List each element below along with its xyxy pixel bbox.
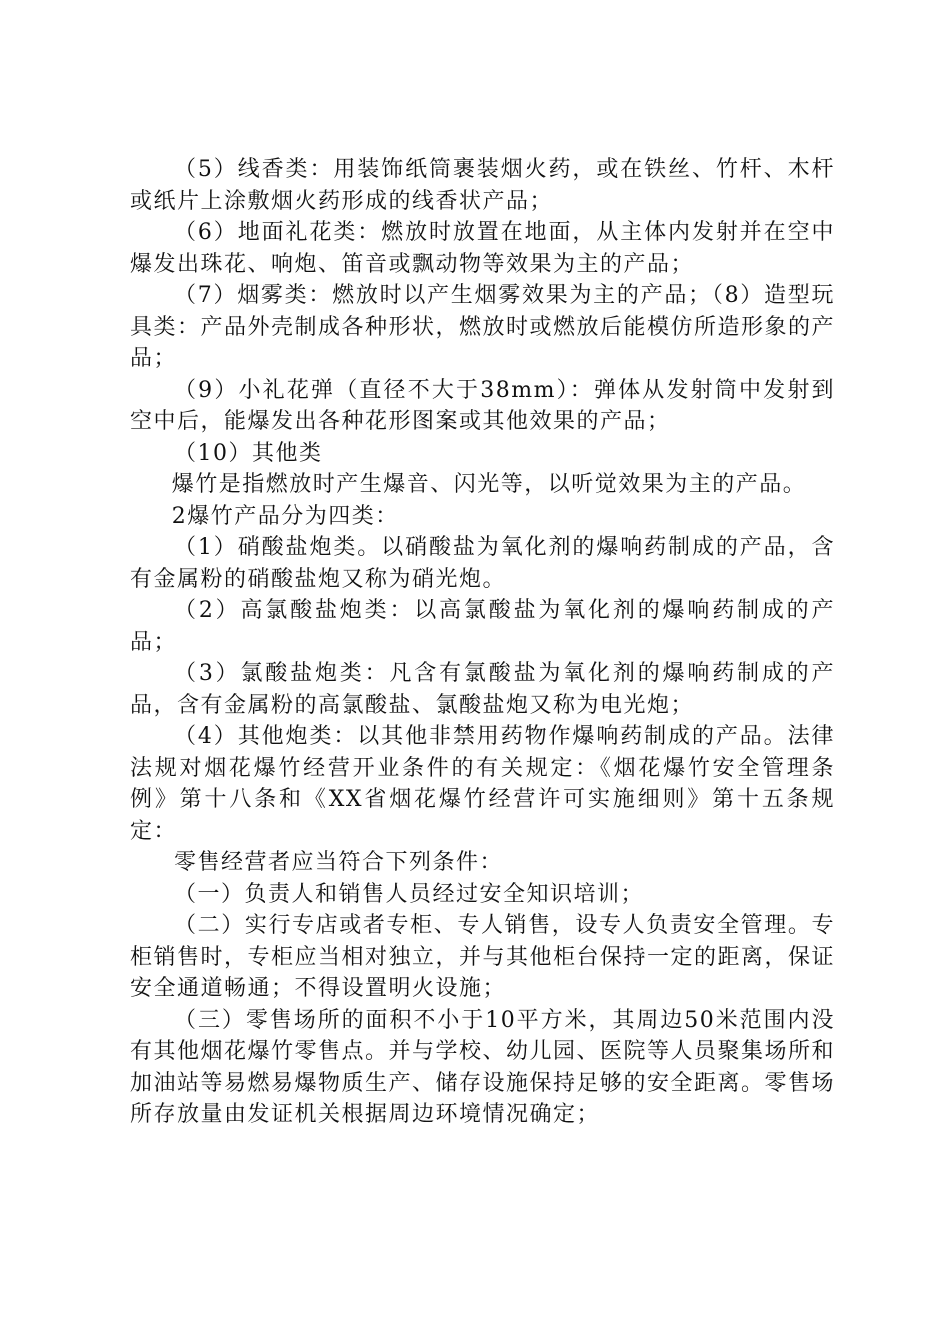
paragraph-perchlorate-firecracker: （2）高氯酸盐炮类：以高氯酸盐为氧化剂的爆响药制成的产品； [130,598,835,655]
paragraph-other-category: （10）其他类 [174,440,323,466]
paragraph-nitrate-firecracker: （1）硝酸盐炮类。以硝酸盐为氧化剂的爆响药制成的产品，含有金属粉的硝酸盐炮又称为硝光炮。 [130,535,835,592]
paragraph-smoke-and-toy-category: （7）烟雾类：燃放时以产生烟雾效果为主的产品；（8）造型玩具类：产品外壳制成各种形状，燃放时或燃放后能模仿所造形象的产品； [130,283,836,371]
paragraph-firecracker-four-types: 2爆竹产品分为四类： [171,503,399,529]
paragraph-line-incense-category: （5）线香类：用装饰纸筒裹装烟火药，或在铁丝、竹杆、木杆或纸片上涂敷烟火药形成的线香状产品； [130,157,835,214]
paragraph-firecracker-definition: 爆竹是指燃放时产生爆音、闪光等，以听觉效果为主的产品。 [171,472,807,497]
paragraph-other-firecracker-and-regulations: （4）其他炮类：以其他非禁用药物作爆响药制成的产品。法律法规对烟花爆竹经营开业条件的有关规定：《烟花爆竹安全管理条例》第十八条和《XX省烟花爆竹经营许可实施细则》第十五条规定： [130,724,835,844]
paragraph-chlorate-firecracker: （3）氯酸盐炮类：凡含有氯酸盐为氧化剂的爆响药制成的产品，含有金属粉的高氯酸盐、氯酸盐炮又称为电光炮； [130,661,835,718]
paragraph-small-shell-category: （9）小礼花弹（直径不大于38mm）：弹体从发射筒中发射到空中后，能爆发出各种花形图案或其他效果的产品； [130,377,835,434]
document-body [130,154,835,1131]
paragraph-retail-conditions-heading: 零售经营者应当符合下列条件： [174,850,504,875]
paragraph-ground-fireworks-category: （6）地面礼花类：燃放时放置在地面，从主体内发射并在空中爆发出珠花、响炮、笛音或飘动物等效果为主的产品； [130,220,835,277]
paragraph-condition-three: （三）零售场所的面积不小于10平方米，其周边50米范围内没有其他烟花爆竹零售点。并与学校、幼儿园、医院等人员聚集场所和加油站等易燃易爆物质生产、储存设施保持足够的安全距离。零售场所存放量由发证机关根据周边环境情况确定； [130,1007,836,1127]
paragraph-condition-two: （二）实行专店或者专柜、专人销售，设专人负责安全管理。专柜销售时，专柜应当相对独立，并与其他柜台保持一定的距离，保证安全通道畅通；不得设置明火设施； [130,913,836,1001]
paragraph-condition-one: （一）负责人和销售人员经过安全知识培训； [174,881,645,907]
